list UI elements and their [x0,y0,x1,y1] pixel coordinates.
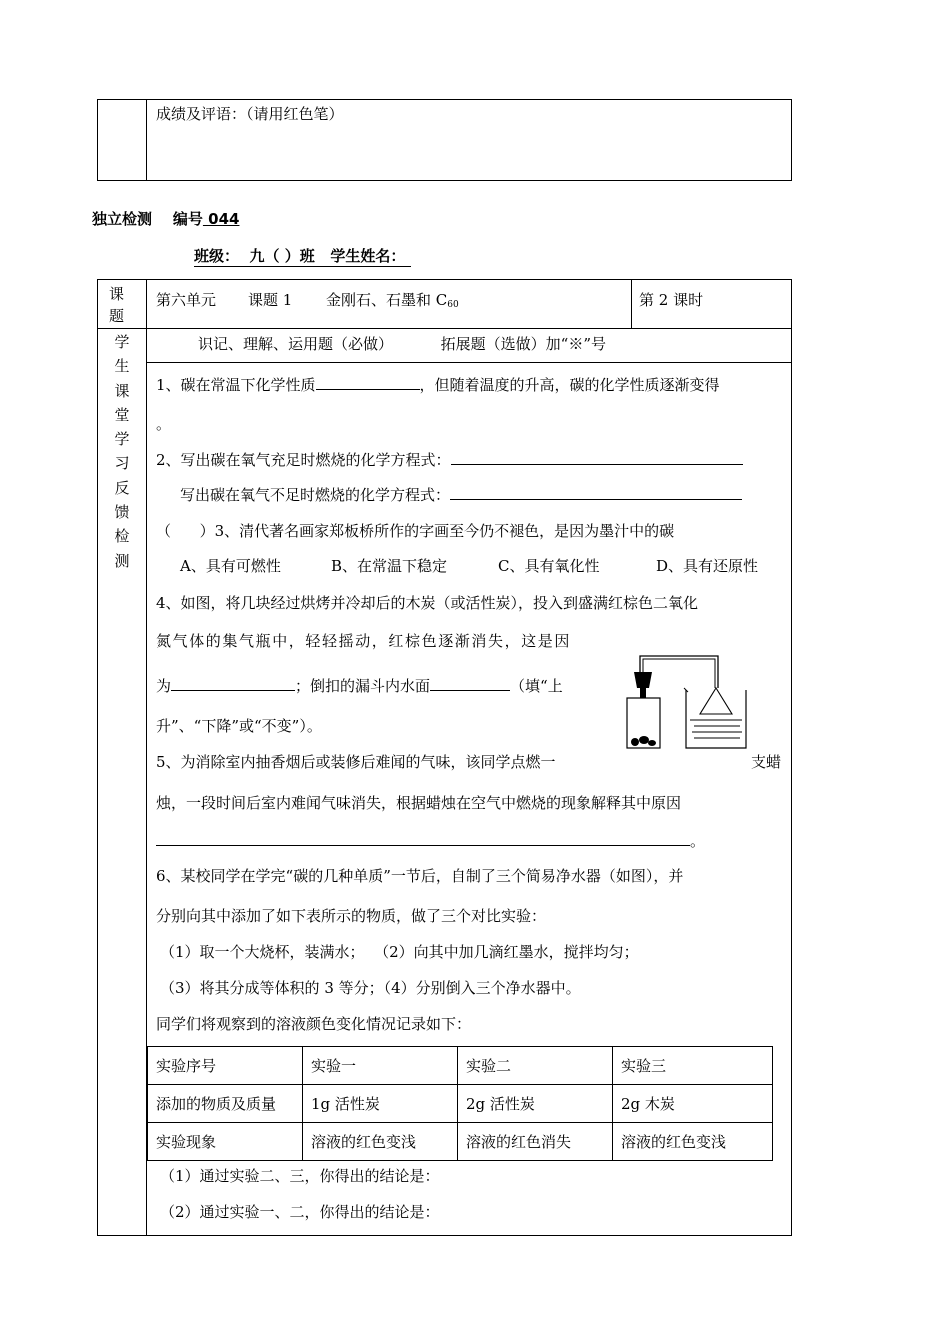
comment-label: 成绩及评语：（请用红色笔） [156,105,344,123]
apparatus-figure [600,652,750,754]
answer-blank[interactable] [430,676,510,691]
question-2b: 写出碳在氧气不足时燃烧的化学方程式： [180,485,742,505]
section-title: 独立检测 [92,210,153,228]
student-line [194,246,411,267]
topic-label-1: 课 [109,285,125,303]
table-cell: 实验三 [613,1047,773,1085]
table-cell: 实验一 [303,1047,458,1085]
topic-unit: 第六单元 [156,291,217,309]
sub-header: 识记、理解、运用题（必做） 拓展题（选做）加“※”号 [198,335,607,353]
question-6c: （1）取一个大烧杯，装满水； （2）向其中加几滴红墨水，搅拌均匀； [160,943,639,961]
table-row [148,1085,773,1123]
question-6a: 6、某校同学在学完“碳的几种单质”一节后，自制了三个简易净水器（如图），并 [156,867,684,885]
question-6d: （3）将其分成等体积的 3 等分；（4）分别倒入三个净水器中。 [160,979,581,997]
table-cell: 2g 木炭 [613,1085,773,1123]
question-4b: 氮气体的集气瓶中，轻轻摇动，红棕色逐渐消失，这是因 [156,632,572,650]
question-1-end: 。 [156,415,172,433]
section-number: 044 [202,210,240,228]
question-6e: 同学们将观察到的溶液颜色变化情况记录如下： [156,1015,472,1033]
question-5c: 。 [156,831,705,851]
table-row [148,1123,773,1161]
experiment-table [147,1046,773,1161]
question-6f: （1）通过实验二、三，你得出的结论是： [160,1167,440,1185]
question-4c: 为 ；倒扣的漏斗内水面 （填“上 [156,677,563,695]
topic-label-2: 题 [109,307,125,325]
table-cell: 1g 活性炭 [303,1085,458,1123]
answer-blank[interactable] [156,831,690,846]
question-2a: 2、写出碳在氧气充足时燃烧的化学方程式： [156,450,743,470]
section-heading [92,209,239,229]
table-cell: 溶液的红色变浅 [613,1123,773,1161]
topic-title: 金刚石、石墨和 $C_{60}$ [326,291,459,310]
answer-blank[interactable] [450,485,742,500]
class-label: 班级： [194,247,240,265]
topic-lesson: 课题 1 [248,291,293,309]
side-label: 学 生 课 堂 学 习 反 馈 检 测 [114,333,130,570]
table-cell: 实验现象 [148,1123,303,1161]
option-d: D、具有还原性 [656,557,759,575]
option-c: C、具有氧化性 [498,557,600,575]
topic-period: 第 2 课时 [639,291,704,309]
question-6b: 分别向其中添加了如下表所示的物质，做了三个对比实验： [156,907,547,925]
answer-blank[interactable] [171,676,295,691]
table-cell: 实验序号 [148,1047,303,1085]
answer-blank[interactable] [316,375,420,390]
option-b: B、在常温下稳定 [331,557,448,575]
answer-blank[interactable] [451,450,743,465]
section-number-label: 编号 [172,210,203,228]
question-3: （ ）3、清代著名画家郑板桥所作的字画至今仍不褪色，是因为墨汁中的碳 [156,522,675,540]
table-cell: 溶液的红色变浅 [303,1123,458,1161]
student-name-label: 学生姓名： [330,247,406,265]
question-5a: 5、为消除室内抽香烟后或装修后难闻的气味，该同学点燃一 [156,753,556,771]
table-cell: 添加的物质及质量 [148,1085,303,1123]
question-5b: 烛，一段时间后室内难闻气味消失，根据蜡烛在空气中燃烧的现象解释其中原因 [156,794,682,812]
table-row [148,1047,773,1085]
question-1: 1、碳在常温下化学性质 ，但随着温度的升高，碳的化学性质逐渐变得 [156,376,720,394]
question-4a: 4、如图，将几块经过烘烤并冷却后的木炭（或活性炭），投入到盛满红棕色二氧化 [156,594,699,612]
table-cell: 溶液的红色消失 [458,1123,613,1161]
question-4d: 升”、“下降”或“不变”）。 [156,717,322,735]
option-a: A、具有可燃性 [180,557,281,575]
table-cell: 2g 活性炭 [458,1085,613,1123]
question-5a-end: 支蜡 [751,753,782,771]
question-6g: （2）通过实验一、二，你得出的结论是： [160,1203,440,1221]
class-value: 九（ ）班 [249,247,315,265]
table-cell: 实验二 [458,1047,613,1085]
